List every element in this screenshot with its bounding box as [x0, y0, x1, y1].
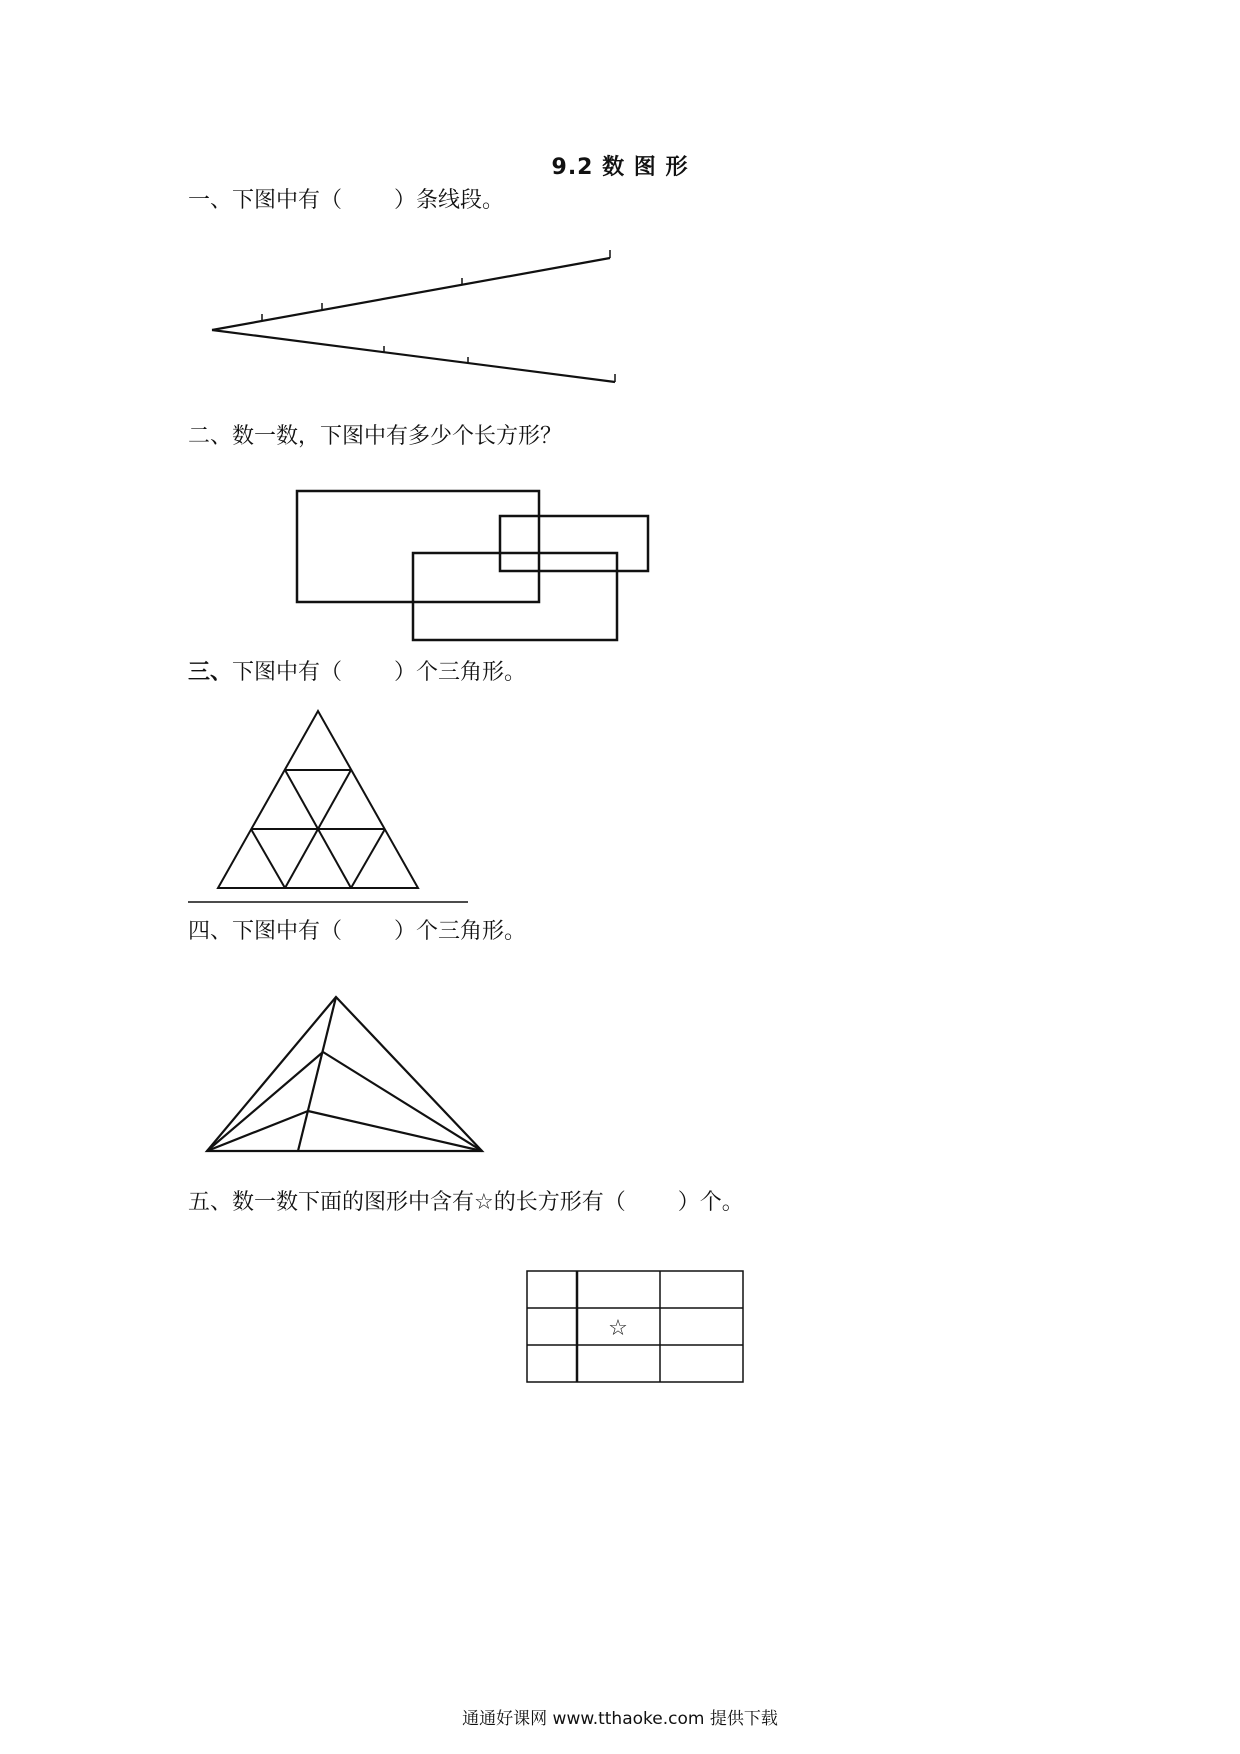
question-3-number: 三、 [188, 660, 233, 685]
question-2-text: 数一数，下图中有多少个长方形？ [232, 424, 563, 449]
question-4-number: 四、 [188, 919, 233, 944]
question-1-number: 一、 [188, 188, 233, 213]
question-5-text-post: ）个。 [677, 1190, 744, 1215]
page-title: 9.2 数 图 形 [551, 155, 689, 180]
question-1-text-pre: 下图中有（ [232, 188, 343, 213]
question-5-number: 五、 [188, 1190, 233, 1215]
question-1-text-post: ）条线段。 [394, 188, 505, 213]
question-3-text-pre: 下图中有（ [232, 660, 343, 685]
star-icon: ☆ [608, 1316, 628, 1341]
question-4-text-post: ）个三角形。 [394, 919, 527, 944]
question-5-text-pre: 数一数下面的图形中含有☆的长方形有（ [232, 1190, 626, 1215]
footer-text: 通通好课网 www.tthaoke.com 提供下载 [462, 1709, 778, 1729]
question-2-number: 二、 [188, 424, 233, 449]
question-3-text-post: ）个三角形。 [394, 660, 527, 685]
question-4-text-pre: 下图中有（ [232, 919, 343, 944]
grid-outer [527, 1271, 743, 1382]
